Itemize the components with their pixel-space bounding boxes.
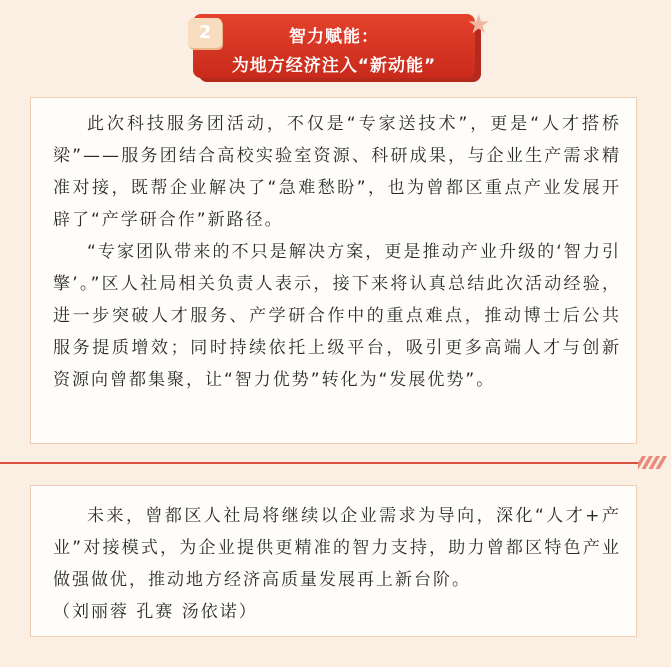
paragraph-3: 未来，曾都区人社局将继续以企业需求为导向，深化“人才+产业”对接模式，为企业提供更精准的智力支持，助力曾都区特色产业做强做优，推动地方经济高质量发展再上新台阶。 [53,506,621,590]
header-title: 智力赋能： [289,27,379,47]
section-header [193,10,491,80]
section-number-badge: 2 [188,18,222,48]
text-box-2 [30,485,637,637]
paragraph-1: 此次科技服务团活动，不仅是“专家送技术”，更是“人才搭桥梁”——服务团结合高校实验室资源、科研成果，与企业生产需求精准对接，既帮企业解决了“急难愁盼”，也为曾都区重点产业发展开辟了“产学研合作”新路径。 [53,114,621,230]
star-icon: ★ [467,10,491,40]
paragraph-2: “专家团队带来的不只是解决方案，更是推动产业升级的‘智力引擎’。”区人社局相关负责人表示，接下来将认真总结此次活动经验，进一步突破人才服务、产学研合作中的重点难点，推动博士后公共服务提质增效；同时持续依托上级平台，吸引更多高端人才与创新资源向曾都集聚，让“智力优势”转化为“发展优势”。 [53,242,621,390]
header-band [193,14,475,78]
author-credits: （刘丽蓉 孔赛 汤依诺） [53,602,258,622]
header-subtitle: 为地方经济注入“新动能” [231,56,437,76]
section-divider [0,462,640,464]
text-box-1 [30,97,637,444]
stripe-decoration [638,455,671,469]
